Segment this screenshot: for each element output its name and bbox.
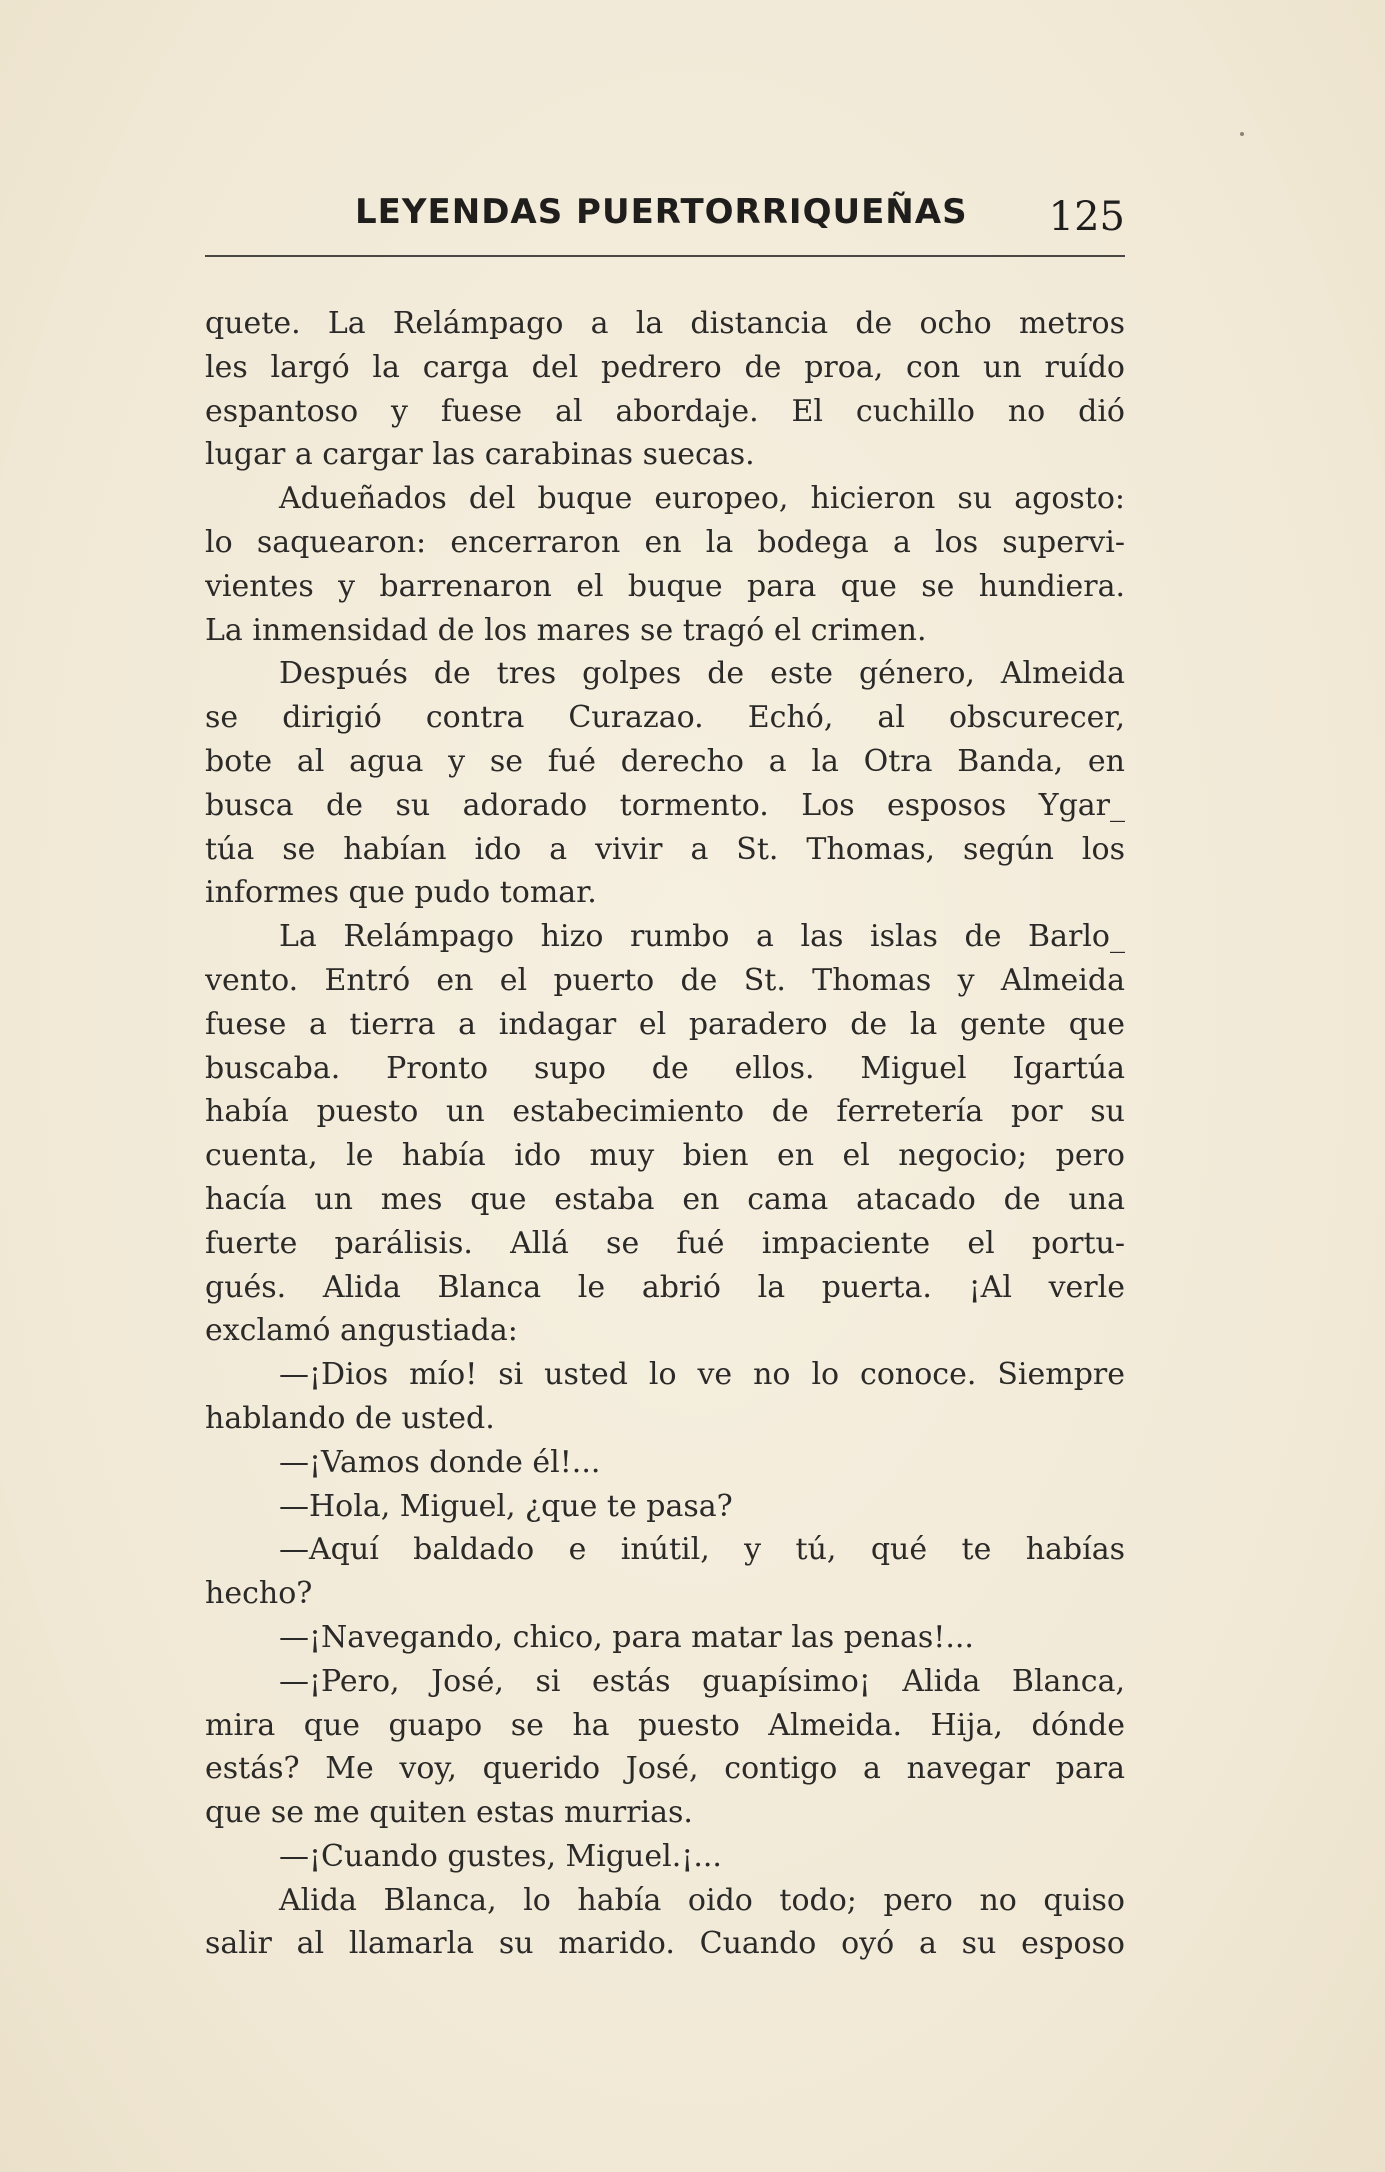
text-line: vientes y barrenaron el buque para que se hundiera. [205, 568, 1125, 604]
text-line: lugar a cargar las carabinas suecas. [205, 437, 755, 473]
text-line: exclamó angustiada: [205, 1313, 518, 1349]
text-line: cuenta, le había ido muy bien en el negocio; pero [205, 1138, 1125, 1174]
text-line: salir al llamarla su marido. Cuando oyó a su esposo [205, 1926, 1125, 1962]
text-line: estás? Me voy, querido José, contigo a navegar para [205, 1751, 1125, 1787]
text-line: informes que pudo tomar. [205, 875, 597, 911]
text-line: vento. Entró en el puerto de St. Thomas y Almeida [205, 962, 1125, 998]
text-line: —¡Vamos donde él!... [279, 1444, 601, 1480]
text-line: Después de tres golpes de este género, Almeida [279, 656, 1125, 692]
header-rule [205, 255, 1125, 257]
speck [1240, 132, 1244, 136]
text-line: que se me quiten estas murrias. [205, 1795, 693, 1831]
text-line: fuese a tierra a indagar el paradero de la gente que [205, 1006, 1125, 1042]
text-line: quete. La Relámpago a la distancia de ocho metros [205, 306, 1125, 341]
text-line: hablando de usted. [205, 1400, 495, 1436]
text-line: gués. Alida Blanca le abrió la puerta. ¡Al verle [205, 1269, 1125, 1305]
page-number: 125 [1048, 194, 1125, 240]
text-line: hacía un mes que estaba en cama atacado de una [205, 1181, 1125, 1217]
text-line: Alida Blanca, lo había oido todo; pero no quiso [279, 1882, 1125, 1918]
text-line: lo saquearon: encerraron en la bodega a los supervi- [205, 524, 1125, 560]
text-line: —Aquí baldado e inútil, y tú, qué te habías [279, 1532, 1125, 1568]
text-line: busca de su adorado tormento. Los esposos Ygar_ [205, 787, 1125, 823]
text-line: buscaba. Pronto supo de ellos. Miguel Igartúa [205, 1050, 1125, 1086]
body-text [205, 302, 1125, 1966]
page-header [205, 182, 1125, 260]
text-line: les largó la carga del pedrero de proa, con un ruído [205, 349, 1125, 385]
text-line: —¡Cuando gustes, Miguel.¡... [279, 1838, 722, 1874]
text-line: La Relámpago hizo rumbo a las islas de Barlo_ [279, 919, 1125, 955]
text-line: —¡Pero, José, si estás guapísimo¡ Alida Blanca, [279, 1663, 1125, 1699]
text-line: Adueñados del buque europeo, hicieron su agosto: [279, 481, 1125, 517]
text-line: —¡Navegando, chico, para matar las penas!... [279, 1619, 974, 1655]
text-line: espantoso y fuese al abordaje. El cuchillo no dió [205, 393, 1125, 429]
text-line: mira que guapo se ha puesto Almeida. Hija, dónde [205, 1707, 1125, 1743]
text-line: se dirigió contra Curazao. Echó, al obscurecer, [205, 700, 1125, 736]
text-line: fuerte parálisis. Allá se fué impaciente el portu- [205, 1225, 1125, 1261]
text-line: túa se habían ido a vivir a St. Thomas, según los [205, 831, 1125, 867]
text-line: —Hola, Miguel, ¿que te pasa? [279, 1488, 733, 1524]
text-line: bote al agua y se fué derecho a la Otra Banda, en [205, 743, 1125, 779]
text-line: hecho? [205, 1576, 313, 1612]
text-line: La inmensidad de los mares se tragó el crimen. [205, 612, 927, 648]
text-line: había puesto un estabecimiento de ferretería por su [205, 1094, 1125, 1130]
running-title: LEYENDAS PUERTORRIQUEÑAS [355, 192, 968, 232]
text-line: —¡Dios mío! si usted lo ve no lo conoce. Siempre [279, 1357, 1125, 1393]
